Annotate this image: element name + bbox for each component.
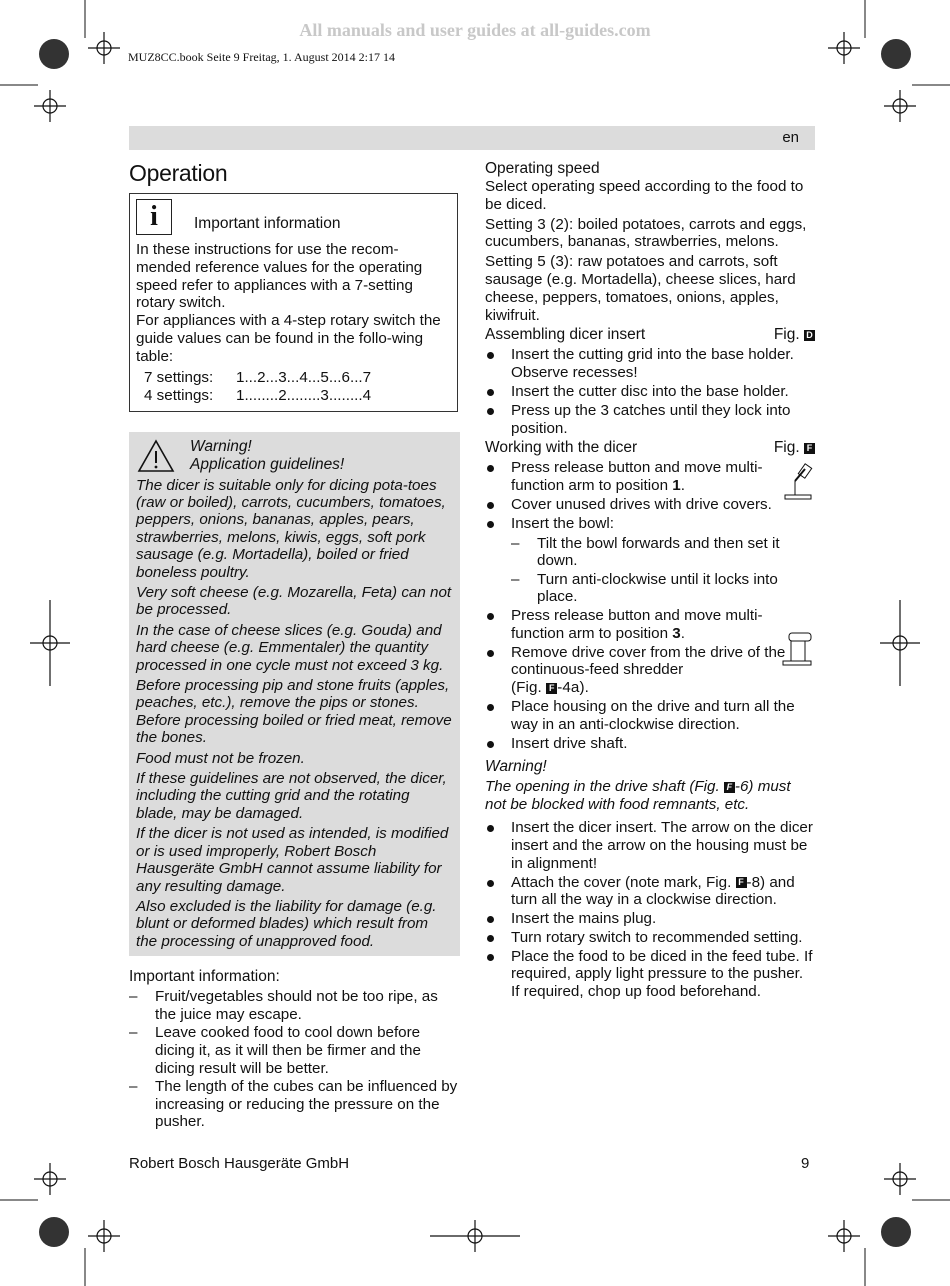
sub-list — [511, 535, 815, 606]
warning-paragraph: Very soft cheese (e.g. Mozarella, Feta) can not be processed. — [136, 584, 452, 619]
list-item: Cover unused drives with drive covers. — [485, 496, 815, 514]
setting-3-paragraph: Setting 3 (2): boiled potatoes, carrots and eggs, cucumbers, bananas, strawberries, melons. — [485, 215, 807, 251]
list-item: – Fruit/vegetables should not be too ripe, as the juice may escape. — [129, 988, 460, 1023]
list-item: Place the food to be diced in the feed tube. If required, apply light pressure to the pusher. If required, chop up food beforehand. — [485, 948, 815, 1001]
important-info-box — [129, 193, 458, 412]
warning-subtitle: Application guidelines! — [190, 455, 345, 473]
list-item: Press release button and move multi-function arm to position 1. — [485, 459, 815, 495]
warning-triangle-icon — [136, 438, 176, 474]
warning-paragraph: The opening in the drive shaft (Fig. F -6) must not be blocked with food remnants, etc. — [485, 778, 791, 813]
info-paragraph: For appliances with a 4-step rotary switch the guide values can be found in the follo-wing table: — [136, 312, 441, 365]
warning-paragraph: Food must not be frozen. — [136, 749, 305, 767]
settings-row: 4 settings: 1........2........3........4 — [144, 386, 372, 404]
list-item: – Tilt the bowl forwards and then set it down. — [511, 535, 815, 570]
list-item: Insert the mains plug. — [485, 910, 815, 928]
working-heading: Working with the dicer Fig. F — [485, 439, 815, 457]
list-item: – Leave cooked food to cool down before dicing it, as it will then be firmer and the dicing result will be better. — [129, 1024, 460, 1077]
list-item: Insert the dicer insert. The arrow on the dicer insert and the arrow on the housing must be in alignment! — [485, 819, 815, 872]
list-item: Press up the 3 catches until they lock into position. — [485, 402, 815, 438]
list-item: – Turn anti-clockwise until it locks into place. — [511, 571, 815, 606]
list-item: Attach the cover (note mark, Fig. F -8) and turn all the way in a clockwise direction. — [485, 874, 815, 910]
list-item: Insert the cutter disc into the base holder. — [485, 383, 815, 401]
warning-title: Warning! — [190, 437, 252, 455]
page-number: 9 — [801, 1155, 810, 1172]
warning-paragraph: In the case of cheese slices (e.g. Gouda) and hard cheese (e.g. Emmentaler) the quantity processed in one cycle must not exceed 3 kg. — [136, 621, 444, 674]
header-bar — [129, 126, 815, 150]
warning-box — [129, 432, 460, 957]
book-info: MUZ8CC.book Seite 9 Freitag, 1. August 2014 2:17 14 — [128, 50, 395, 64]
figure-ref-icon: D — [804, 330, 815, 341]
warning-title: Warning! — [485, 758, 547, 776]
info-box-title: Important information — [194, 215, 341, 232]
right-column — [485, 160, 815, 1002]
list-item: Insert the cutting grid into the base holder. Observe recesses! — [485, 346, 815, 382]
list-item: Turn rotary switch to recommended setting. — [485, 929, 815, 947]
list-item: Place housing on the drive and turn all the way in an anti-clockwise direction. — [485, 698, 815, 734]
dicer-steps-list — [485, 819, 815, 1001]
warning-paragraph: The dicer is suitable only for dicing pota-toes (raw or boiled), carrots, cucumbers, tomatoes, peppers, onions, bananas, apples, pears, strawberries, melons, kiwis, eggs, soft pork sausage (e.g. Mortadella), boiled or fried boneless poultry. — [136, 476, 446, 581]
info-paragraph: In these instructions for use the recom-mended reference values for the operating speed refer to appliances with a 7-setting rotary switch. — [136, 241, 423, 312]
important-info-heading: Important information: — [129, 968, 280, 986]
list-item: Insert the bowl: – Tilt the bowl forwards and then set it down. – Turn anti-clockwise until it locks into place. — [485, 515, 815, 606]
warning-paragraph: If the dicer is not used as intended, is modified or is used improperly, Robert Bosch Hausgeräte GmbH cannot assume liability for any resulting damage. — [136, 825, 449, 895]
list-item: Press release button and move multi-function arm to position 3. — [485, 607, 815, 643]
figure-ref-icon: F — [724, 782, 735, 793]
figure-ref-icon: F — [804, 443, 815, 454]
operating-speed-intro: Select operating speed according to the food to be diced. — [485, 178, 804, 213]
setting-5-paragraph: Setting 5 (3): raw potatoes and carrots, soft sausage (e.g. Mortadella), cheese slices, hard cheese, peppers, tomatoes, onions, apples, kiwifruit. — [485, 253, 796, 324]
left-column — [129, 160, 460, 1132]
settings-row: 7 settings: 1...2...3...4...5...6...7 — [144, 368, 372, 386]
working-list — [485, 459, 815, 752]
warning-paragraph: Before processing pip and stone fruits (apples, peaches, etc.), remove the pips or stones. Before processing boiled or fried meat, remove the bones. — [136, 677, 452, 747]
figure-ref-icon: F — [546, 683, 557, 694]
list-item: – The length of the cubes can be influenced by increasing or reducing the pressure on the pusher. — [129, 1078, 460, 1131]
watermark: All manuals and user guides at all-guides.com — [299, 20, 651, 40]
operating-speed-heading: Operating speed — [485, 160, 600, 177]
warning-paragraph: If these guidelines are not observed, the dicer, including the cutting grid and the rotating blade, may be damaged. — [136, 770, 447, 822]
assembling-list — [485, 346, 815, 437]
assembling-heading: Assembling dicer insert Fig. D — [485, 326, 815, 344]
warning-paragraph: Also excluded is the liability for damage (e.g. blunt or deformed blades) which result from the processing of unapproved food. — [136, 897, 437, 950]
page-title: Operation — [129, 160, 228, 186]
important-info-list — [129, 988, 460, 1131]
footer-company: Robert Bosch Hausgeräte GmbH — [129, 1155, 350, 1172]
list-item: Remove drive cover from the drive of the continuous-feed shredder (Fig. F -4a). — [485, 644, 815, 697]
figure-ref-icon: F — [736, 877, 747, 888]
list-item: Insert drive shaft. — [485, 735, 815, 753]
info-icon: i — [136, 199, 172, 235]
language-label: en — [782, 129, 799, 146]
